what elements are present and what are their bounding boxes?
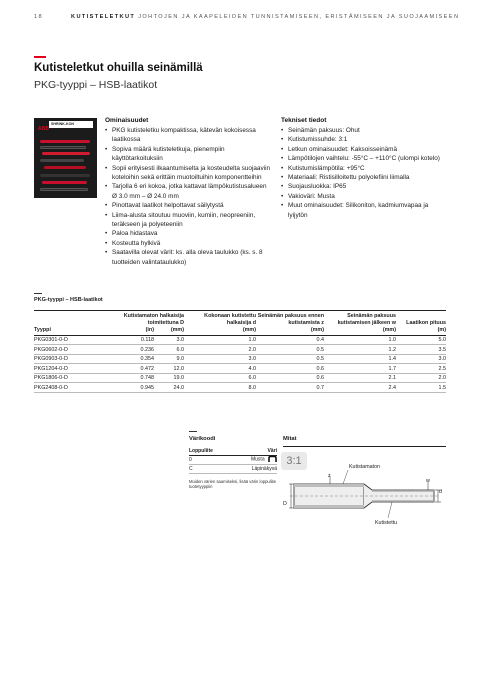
properties-list	[105, 126, 273, 267]
unit: (m)	[396, 327, 446, 335]
cell: 0	[189, 455, 231, 464]
label-d: d	[439, 489, 442, 495]
cell: Musta	[250, 456, 265, 463]
cell: 8.0	[184, 383, 256, 393]
table-units-row	[34, 327, 446, 335]
label-w: w	[426, 478, 430, 484]
table-header-row	[189, 447, 277, 455]
cell: Läpinäkyvä	[231, 464, 277, 473]
table-caption: PKG-tyyppi – HSB-laatikot	[34, 297, 103, 303]
label-z: z	[328, 473, 331, 479]
table-row	[34, 335, 446, 345]
tube-swatch-icon	[268, 456, 277, 462]
list-item: • Pinottavat laatikot helpottavat säilytystä	[105, 201, 273, 210]
abb-logo: ABB	[38, 126, 49, 132]
unit: (mm)	[324, 327, 396, 335]
leader-shrunk	[388, 502, 392, 518]
list-item: • Tarjolla 6 eri kokoa, jotka kattavat lämpökutistusalueen Ø 3.0 mm – Ø 24.0 mm	[105, 182, 273, 201]
table-row	[34, 364, 446, 374]
header-section-bold: KUTISTELETKUT	[71, 14, 136, 20]
col-header-color: Väri	[231, 447, 277, 455]
properties-heading: Ominaisuudet	[105, 117, 149, 124]
tube-red	[44, 166, 86, 169]
list-item: • Materiaali: Ristisilloitettu polyolefiini liimalla	[281, 173, 446, 182]
table-row	[189, 455, 277, 464]
cell: 0.7	[256, 383, 324, 393]
cell: 2.4	[324, 383, 396, 393]
cell: 24.0	[154, 383, 184, 393]
list-item: • Paloa hidastava	[105, 229, 273, 238]
table-row	[34, 373, 446, 383]
list-item: • Sopiva määrä kutisteletkuja, pienempiin käyttötarkoituksiin	[105, 145, 273, 164]
tube-black	[40, 174, 90, 177]
cell: 1.4	[324, 354, 396, 364]
list-item: • Liima-alusta sitoutuu muoviin, kumiin, neopreeniin, teräkseen ja polyeteeniin	[105, 211, 273, 230]
label-D: D	[283, 501, 287, 507]
running-header	[34, 14, 459, 20]
table-row	[34, 354, 446, 364]
unit: (mm)	[154, 327, 184, 335]
tube-red	[42, 181, 87, 184]
cell-type: PKG0903-0-D	[34, 354, 96, 364]
cell-type: PKG0301-0-D	[34, 335, 96, 345]
list-item: • Kutistumissuhde: 3:1	[281, 135, 446, 144]
divider-dash	[34, 293, 42, 294]
wall-z	[294, 484, 364, 487]
cell-color	[231, 455, 277, 464]
cell: 0.4	[256, 335, 324, 345]
cell: 6.0	[154, 345, 184, 355]
cell-type: PKG2408-0-D	[34, 383, 96, 393]
col-header-wall-after: Seinämän paksuus kutistamisen jälkeen w	[337, 313, 396, 326]
tube-red	[40, 140, 90, 143]
technical-heading: Tekniset tiedot	[281, 117, 327, 124]
cell: 12.0	[154, 364, 184, 374]
unit: (mm)	[184, 327, 256, 335]
product-table	[34, 313, 446, 393]
tube-black	[40, 159, 84, 162]
color-code-note: Muiden värien saamiseksi, lisää värin loppuliite tuotetyyppiin	[189, 479, 277, 489]
cell: 0.5	[256, 354, 324, 364]
list-item: • Letkun ominaisuudet: Kaksoisseinämä	[281, 145, 446, 154]
unit: (mm)	[256, 327, 324, 335]
cell-type: PKG1806-0-D	[34, 373, 96, 383]
table-row	[34, 383, 446, 393]
technical-list	[281, 126, 446, 220]
list-item: • Kutistumislämpötila: +95°C	[281, 164, 446, 173]
unshrunk-tube	[294, 484, 364, 508]
cell: 0.472	[96, 364, 154, 374]
cell: 3.0	[396, 354, 446, 364]
dimensions-rule	[283, 446, 446, 447]
cell: 2.1	[324, 373, 396, 383]
cell-type: PKG0602-0-D	[34, 345, 96, 355]
cell: 4.0	[184, 364, 256, 374]
cell: 0.118	[96, 335, 154, 345]
cell: 0.945	[96, 383, 154, 393]
dimension-diagram	[288, 470, 446, 530]
cell: 0.354	[96, 354, 154, 364]
cell: 3.0	[184, 354, 256, 364]
page-title: Kutisteletkut ohuilla seinämillä	[34, 62, 203, 74]
list-item: • Vakioväri: Musta	[281, 192, 446, 201]
cell: 3.0	[154, 335, 184, 345]
list-item: • Saatavilla olevat värit: ks. alla oleva taulukko (ks. s. 8 tuotteiden valintataulukko)	[105, 248, 273, 267]
label-shrunk: Kutistettu	[375, 520, 398, 526]
cell: 19.0	[154, 373, 184, 383]
list-item: • Suojausluokka: IP65	[281, 182, 446, 191]
col-header-wall-before: Seinämän paksuus ennen kutistamista z	[257, 313, 324, 326]
list-item: • Seinämän paksuus: Ohut	[281, 126, 446, 135]
cell: 1.2	[324, 345, 396, 355]
col-header-box-length: Laatikon pituus	[406, 319, 446, 326]
cell-type: PKG1204-0-D	[34, 364, 96, 374]
product-box-image	[34, 118, 97, 198]
tube-black	[40, 146, 86, 149]
col-header-shrunk: Kokonaan kutistettu halkaisija d	[204, 313, 256, 326]
unit: (in)	[96, 327, 154, 335]
cell: 9.0	[154, 354, 184, 364]
divider-dash	[189, 431, 197, 432]
cell: 1.5	[396, 383, 446, 393]
table-header-row	[34, 313, 446, 327]
page-number: 18	[34, 14, 44, 20]
cell: 0.748	[96, 373, 154, 383]
cell: 2.0	[184, 345, 256, 355]
table-top-rule	[34, 310, 446, 311]
dimensions-title: Mitat	[283, 436, 297, 442]
list-item: • Muut ominaisuudet: Silikoniton, kadmiumvapaa ja lyijytön	[281, 201, 446, 220]
cell: 1.0	[184, 335, 256, 345]
table-row	[34, 345, 446, 355]
col-header-suffix: Loppuliite	[189, 447, 231, 455]
cell: 0.6	[256, 364, 324, 374]
tube-red	[42, 152, 90, 155]
cell: 2.0	[396, 373, 446, 383]
cell: 3.5	[396, 345, 446, 355]
list-item: • Sopii erityisesti ilkaantumiselta ja kosteudelta suojaaviin koteloihin sekä erittäin muotoiltuihin komponentteihin	[105, 164, 273, 183]
title-accent-dash	[34, 56, 46, 58]
col-header-type: Tyyppi	[34, 313, 96, 335]
cell: 0.6	[256, 373, 324, 383]
cell: 5.0	[396, 335, 446, 345]
wall-w	[372, 500, 434, 502]
list-item: • Kosteutta hylkivä	[105, 239, 273, 248]
cell: 0.236	[96, 345, 154, 355]
list-item: • PKG kutisteletku kompaktissa, kätevän kokoisessa laatikossa	[105, 126, 273, 145]
color-code-table	[189, 447, 277, 474]
cell: 0.5	[256, 345, 324, 355]
shrunk-tube	[364, 484, 434, 508]
col-header-unshrunk: Kutistamaton halkaisija toimitettuna D	[123, 313, 184, 326]
cell: C	[189, 464, 231, 473]
wall-w	[372, 490, 434, 492]
product-label: SHRINK-KON	[49, 121, 93, 128]
cell: 6.0	[184, 373, 256, 383]
tube-black	[40, 188, 88, 191]
leader-unshrunk	[343, 470, 348, 484]
table-row	[189, 464, 277, 473]
cell: 1.7	[324, 364, 396, 374]
scale-badge: 3:1	[281, 452, 307, 470]
cell: 2.5	[396, 364, 446, 374]
color-code-title: Värikoodi	[189, 436, 216, 442]
header-section-rest: JOHTOJEN JA KAAPELEIDEN TUNNISTAMISEEN, ERISTÄMISEEN JA SUOJAAMISEEN	[138, 14, 460, 20]
cell: 1.0	[324, 335, 396, 345]
page-subtitle: PKG-tyyppi – HSB-laatikot	[34, 79, 158, 91]
list-item: • Lämpötilojen vaihtelu: -55°C – +110°C (ulompi kotelo)	[281, 154, 446, 163]
label-unshrunk: Kutistamaton	[349, 464, 380, 470]
wall-z	[294, 505, 364, 508]
